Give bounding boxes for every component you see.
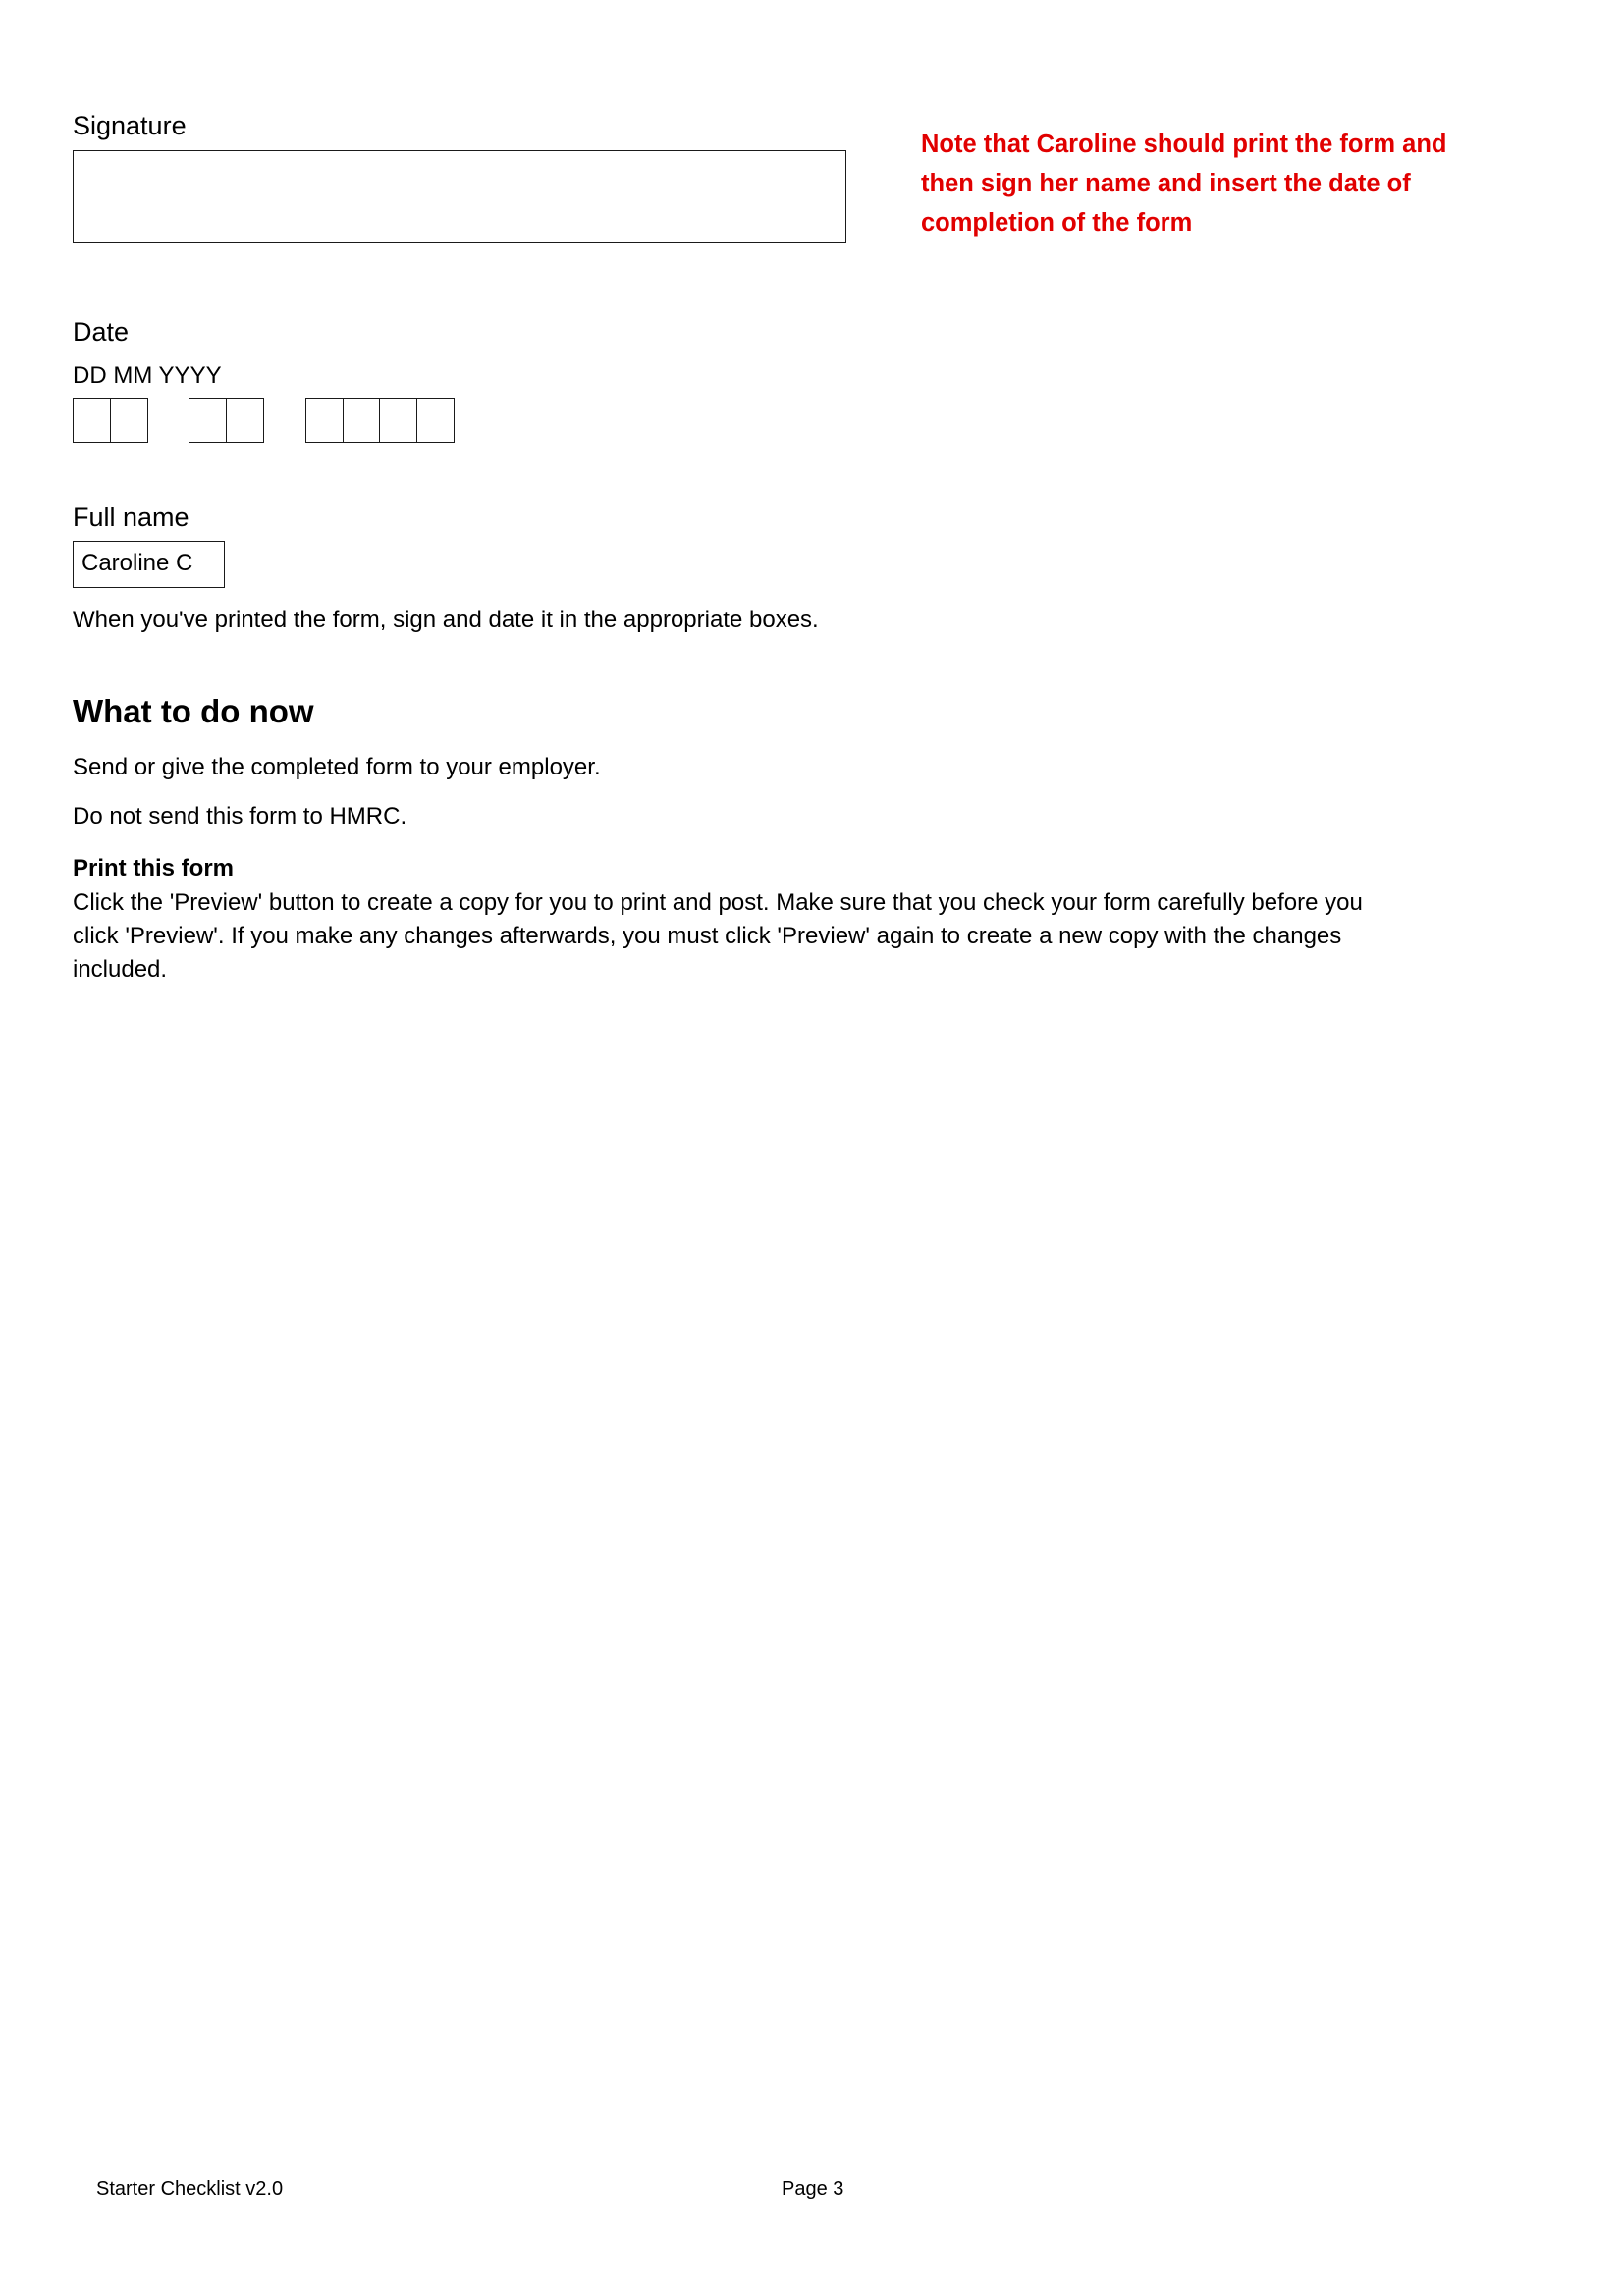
footer-page-number: Page 3 — [782, 2178, 844, 2200]
date-month-digit-1[interactable] — [189, 398, 227, 443]
print-form-instructions — [73, 886, 1363, 987]
date-day-group — [73, 398, 148, 443]
footer-form-version: Starter Checklist v2.0 — [96, 2178, 284, 2200]
what-to-do-line: Do not send this form to HMRC. — [73, 803, 407, 829]
date-format-hint: DD MM YYYY — [73, 362, 222, 389]
print-form-line: click 'Preview'. If you make any changes afterwards, you must click 'Preview' again to create a new copy with the changes — [73, 923, 1342, 949]
full-name-label: Full name — [73, 503, 189, 532]
what-to-do-line: Send or give the completed form to your employer. — [73, 754, 601, 780]
date-year-digit-2[interactable] — [343, 398, 381, 443]
date-year-digit-3[interactable] — [379, 398, 417, 443]
date-label: Date — [73, 317, 130, 347]
print-form-line: Click the 'Preview' button to create a copy for you to print and post. Make sure that you check your form carefully before you — [73, 889, 1363, 916]
what-to-do-heading: What to do now — [73, 693, 314, 729]
date-year-group — [305, 398, 455, 443]
date-year-digit-4[interactable] — [416, 398, 455, 443]
annotation-note — [921, 125, 1447, 242]
signature-label: Signature — [73, 111, 187, 140]
date-day-digit-2[interactable] — [110, 398, 148, 443]
print-form-line: included. — [73, 956, 168, 983]
date-month-group — [189, 398, 264, 443]
full-name-field[interactable] — [73, 541, 225, 588]
annotation-note-line: then sign her name and insert the date of — [921, 170, 1411, 197]
date-month-digit-2[interactable] — [226, 398, 264, 443]
print-form-heading: Print this form — [73, 855, 235, 881]
sign-instruction: When you've printed the form, sign and date it in the appropriate boxes. — [73, 607, 819, 633]
date-year-digit-1[interactable] — [305, 398, 344, 443]
date-day-digit-1[interactable] — [73, 398, 111, 443]
annotation-note-line: Note that Caroline should print the form and — [921, 131, 1447, 158]
full-name-value: Caroline C — [81, 550, 193, 576]
signature-field[interactable] — [73, 150, 846, 243]
annotation-note-line: completion of the form — [921, 209, 1193, 237]
